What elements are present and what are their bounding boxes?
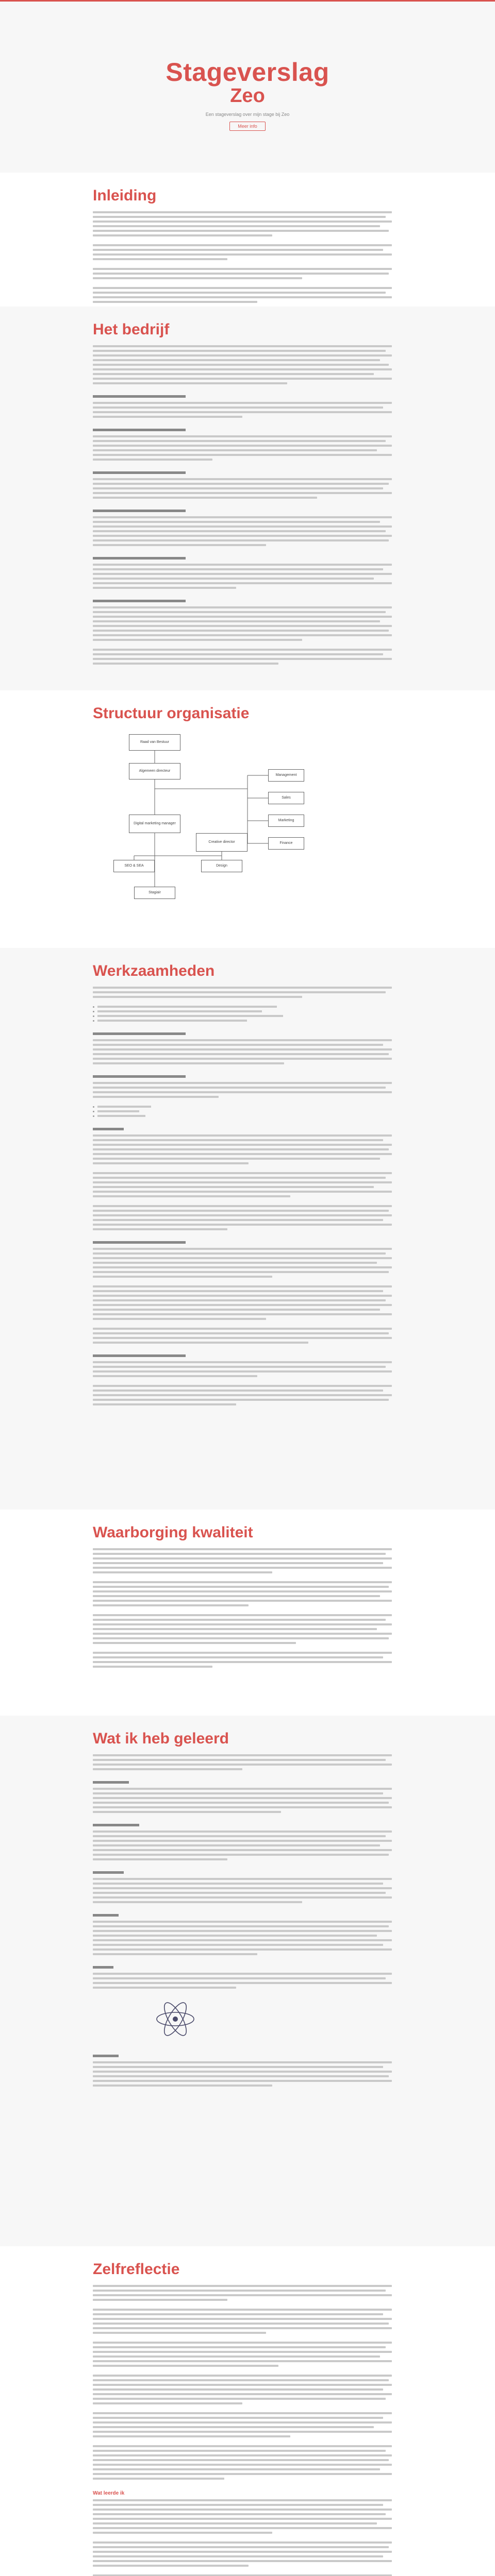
org-box-sales: Sales xyxy=(268,792,304,804)
org-box-digital: Digital marketing manager xyxy=(129,815,180,833)
section-title: Waarborging kwaliteit xyxy=(93,1524,253,1541)
sub-header: Wat leerde ik xyxy=(93,2490,125,2496)
org-box-marketing: Marketing xyxy=(268,815,304,827)
section-company xyxy=(0,307,495,690)
section-work xyxy=(0,948,495,1510)
more-info-button[interactable]: Meer info xyxy=(229,122,266,131)
section-title: Structuur organisatie xyxy=(93,705,250,722)
paragraph xyxy=(93,987,392,1405)
paragraph xyxy=(93,2285,392,2576)
section-quality xyxy=(0,1510,495,1716)
org-box-design: Design xyxy=(201,860,242,872)
section-learned xyxy=(0,1716,495,2246)
org-box-management: Management xyxy=(268,769,304,782)
section-reflection xyxy=(0,2246,495,2576)
section-intro xyxy=(0,173,495,307)
org-box-ceo: Algemeen directeur xyxy=(129,763,180,779)
section-title: Wat ik heb geleerd xyxy=(93,1730,229,1747)
org-box-board: Raad van Bestuur xyxy=(129,734,180,751)
section-structure xyxy=(0,690,495,948)
tagline: Een stageverslag over mijn stage bij Zeo xyxy=(205,112,290,117)
org-box-creative: Creative director xyxy=(196,833,248,852)
paragraph xyxy=(93,1548,392,1668)
section-title: Werkzaamheden xyxy=(93,962,215,979)
section-title: Zelfreflectie xyxy=(93,2261,180,2278)
paragraph xyxy=(93,1754,392,1989)
org-box-seo: SEO & SEA xyxy=(113,860,155,872)
paragraph xyxy=(93,211,392,303)
paragraph xyxy=(93,345,392,665)
org-chart xyxy=(93,732,392,907)
hero xyxy=(0,0,495,173)
org-box-intern: Stagiair xyxy=(134,887,175,899)
page-subtitle: Zeo xyxy=(230,85,265,107)
section-title: Inleiding xyxy=(93,187,157,204)
atom-icon xyxy=(155,1998,196,2040)
paragraph xyxy=(93,2055,392,2087)
section-title: Het bedrijf xyxy=(93,321,170,338)
page-title: Stageverslag xyxy=(166,58,329,87)
org-box-finance: Finance xyxy=(268,837,304,850)
